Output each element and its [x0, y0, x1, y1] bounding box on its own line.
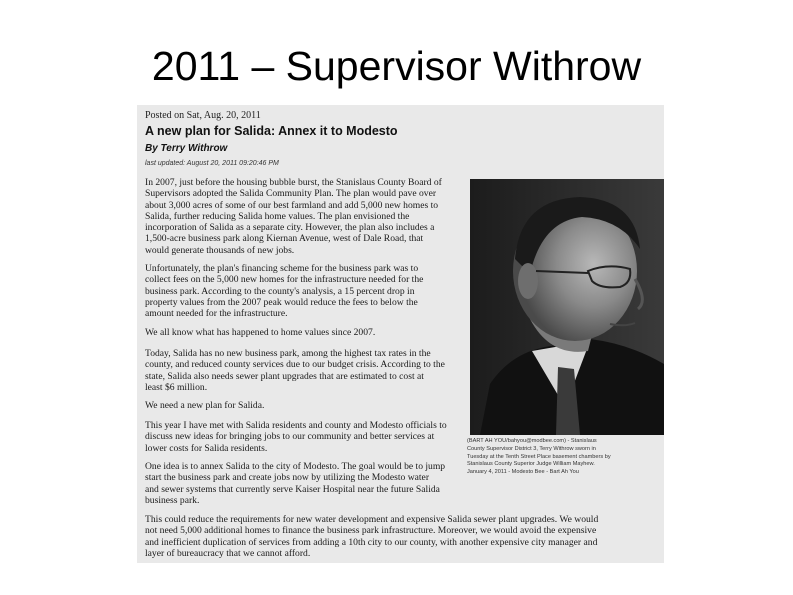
photo-caption	[467, 438, 662, 477]
paragraph-line: not need 5,000 additional homes to finance the business park infrastructure. Moreover, we would avoid the expensive	[145, 525, 597, 537]
supervisor-photo	[470, 179, 664, 435]
caption-line: County Supervisor District 3, Terry Withrow sworn in	[467, 445, 596, 452]
paragraph-line: about 3,000 acres of some of our best farmland and add 5,000 new homes to	[145, 199, 439, 211]
paragraph-line: layer of bureaucracy that we cannot afford.	[145, 547, 311, 559]
article-paragraph	[145, 348, 445, 393]
article-headline: A new plan for Salida: Annex it to Modesto	[145, 124, 398, 138]
article-paragraph	[145, 420, 447, 454]
paragraph-line: Supervisors adopted the Salida Community Plan. The plan would pave over	[145, 188, 437, 200]
paragraph-line: and sewer systems that currently serve Kaiser Hospital near the future Salida	[145, 483, 440, 495]
paragraph-line: least $6 million.	[145, 381, 208, 393]
paragraph-line: This could reduce the requirements for new water development and expensive Salida sewer plant upgrades. We would	[145, 514, 599, 525]
paragraph-line: 1,500-acre business park along Kiernan Avenue, west of Dale Road, that	[145, 233, 424, 245]
caption-line: Stanislaus County Superior Judge William Mayhew.	[467, 461, 595, 468]
article-paragraph	[145, 263, 423, 319]
paragraph-line: collect fees on the 5,000 new homes for the infrastructure needed for the	[145, 274, 424, 286]
paragraph-line: start the business park and create jobs now by utilizing the Modesto water	[145, 472, 430, 484]
paragraph-line: county, and reduced county services due to our budget crisis. According to the	[145, 359, 445, 371]
paragraph-line: We need a new plan for Salida.	[145, 400, 265, 411]
article-paragraph	[145, 327, 375, 338]
newspaper-clipping	[137, 105, 664, 563]
paragraph-line: discuss new ideas for bringing jobs to our community and better services at	[145, 431, 435, 443]
paragraph-line: amount needed for the infrastructure.	[145, 308, 288, 320]
last-updated: last updated: August 20, 2011 09:20:46 PM	[145, 160, 279, 167]
paragraph-line: One idea is to annex Salida to the city of Modesto. The goal would be to jump	[145, 461, 446, 472]
article-byline: By Terry Withrow	[145, 143, 228, 154]
paragraph-line: and inefficient duplication of services from adding a 10th city to our county, with another expensive city manager and	[145, 536, 598, 548]
paragraph-line: In 2007, just before the housing bubble burst, the Stanislaus County Board of	[145, 177, 442, 188]
paragraph-line: business park. According to the county's analysis, a 15 percent drop in	[145, 285, 415, 297]
caption-line: January 4, 2011 - Modesto Bee - Bart Ah You	[467, 469, 579, 476]
slide-title: 2011 – Supervisor Withrow	[151, 43, 642, 89]
paragraph-line: Unfortunately, the plan's financing scheme for the business park was to	[145, 263, 419, 274]
paragraph-line: property values from the 2007 peak would reduce the fees to below the	[145, 296, 418, 308]
paragraph-line: lower costs for Salida residents.	[145, 442, 268, 454]
caption-line: (BART AH YOU/bahyou@modbee.com) - Stanislaus	[467, 438, 597, 444]
paragraph-line: incorporation of Salida as a separate city. However, the plan also includes a	[145, 222, 435, 234]
paragraph-line: This year I have met with Salida residents and county and Modesto officials to	[145, 420, 447, 431]
posted-date: Posted on Sat, Aug. 20, 2011	[145, 110, 261, 121]
paragraph-line: We all know what has happened to home values since 2007.	[145, 327, 376, 338]
caption-line: Tuesday at the Tenth Street Place basement chambers by	[467, 453, 611, 460]
paragraph-line: would generate thousands of new jobs.	[145, 244, 295, 256]
paragraph-line: Today, Salida has no new business park, among the highest tax rates in the	[145, 348, 431, 359]
article-paragraph	[145, 461, 445, 506]
paragraph-line: state, Salida also needs sewer plant upgrades that are estimated to cost at	[145, 370, 424, 382]
paragraph-line: Salida, further reducing Salida home values. The plan envisioned the	[145, 210, 410, 222]
article-paragraph	[145, 177, 442, 256]
article-paragraph	[145, 514, 598, 559]
article-paragraph	[145, 400, 264, 411]
portrait-illustration	[470, 179, 664, 435]
paragraph-line: business park.	[145, 494, 200, 506]
